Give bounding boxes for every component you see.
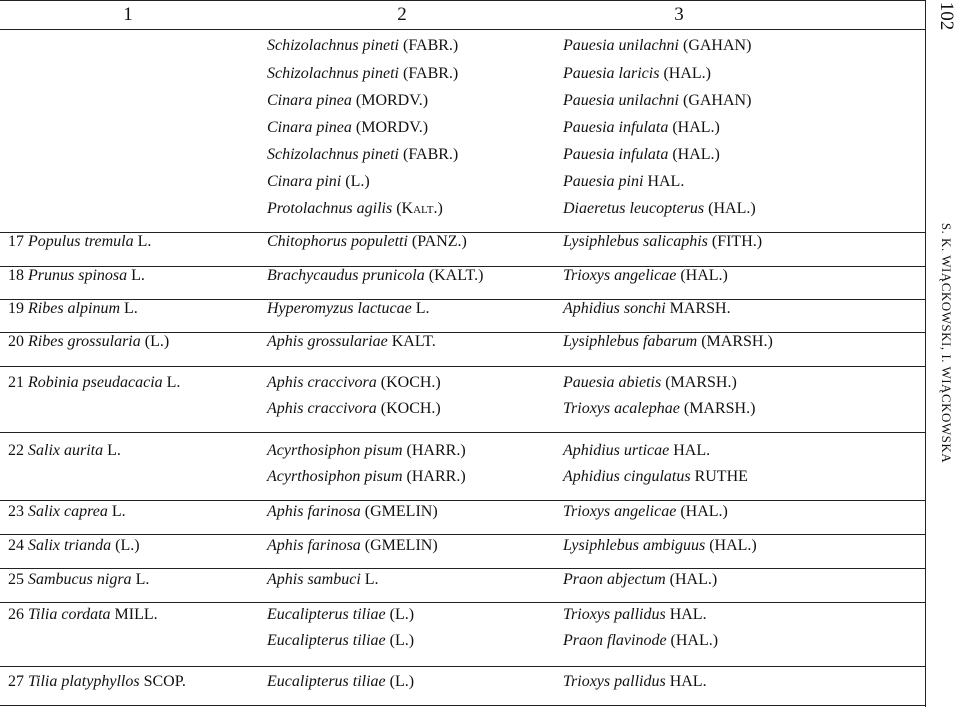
parasitoid-author: (HAL.) xyxy=(672,146,720,163)
aphid-cell xyxy=(267,264,483,288)
aphid-author: (KOCH.) xyxy=(380,374,441,391)
header-rule xyxy=(0,29,925,30)
table-row xyxy=(0,397,925,421)
parasitoid-cell xyxy=(563,568,717,592)
plant-name: Prunus spinosa xyxy=(28,267,128,284)
plant-author: L. xyxy=(135,571,150,588)
plant-author: MILL. xyxy=(114,606,158,623)
host-plant-cell xyxy=(8,439,121,463)
aphid-author: (FABR.) xyxy=(402,37,459,54)
aphid-cell xyxy=(267,568,379,592)
row-number: 23 xyxy=(8,503,24,520)
table-row xyxy=(0,116,925,140)
aphid-cell xyxy=(267,230,467,254)
aphid-cell xyxy=(267,500,438,524)
table-row xyxy=(0,143,925,167)
row-separator-rule xyxy=(0,299,925,300)
parasitoid-name: Trioxys pallidus xyxy=(563,606,666,623)
plant-name: Robinia pseudacacia xyxy=(28,374,163,391)
row-separator-rule xyxy=(0,568,925,569)
parasitoid-name: Diaeretus leucopterus xyxy=(563,200,705,217)
aphid-name: Schizolachnus pineti xyxy=(267,37,399,54)
row-separator-rule xyxy=(0,332,925,333)
aphid-author: (MORDV.) xyxy=(355,119,429,136)
aphid-cell xyxy=(267,62,458,86)
row-separator-rule xyxy=(0,666,925,667)
plant-name: Tilia cordata xyxy=(28,606,111,623)
parasitoid-name: Aphidius urticae xyxy=(563,442,670,459)
row-number: 24 xyxy=(8,537,24,554)
aphid-name: Aphis farinosa xyxy=(267,503,361,520)
aphid-cell xyxy=(267,143,458,167)
host-plant-cell xyxy=(8,230,151,254)
aphid-cell xyxy=(267,670,414,694)
aphid-name: Eucalipterus tiliae xyxy=(267,673,386,690)
aphid-author: (FABR.) xyxy=(402,65,459,82)
parasitoid-cell xyxy=(563,670,707,694)
row-number: 22 xyxy=(8,442,24,459)
aphid-cell xyxy=(267,439,466,463)
table-row xyxy=(0,62,925,86)
host-plant-cell xyxy=(8,264,145,288)
plant-name: Populus tremula xyxy=(28,233,134,250)
table-row xyxy=(0,34,925,58)
host-plant-cell xyxy=(8,603,158,627)
aphid-name: Cinara pinea xyxy=(267,119,352,136)
parasitoid-cell xyxy=(563,62,711,86)
parasitoid-name: Lysiphlebus salicaphis xyxy=(563,233,708,250)
table-row xyxy=(0,568,925,592)
parasitoid-cell xyxy=(563,170,684,194)
parasitoid-name: Praon abjectum xyxy=(563,571,666,588)
aphid-author: (HARR.) xyxy=(406,468,466,485)
table-row xyxy=(0,500,925,524)
parasitoid-author: (MARSH.) xyxy=(665,374,737,391)
table-row xyxy=(0,603,925,627)
column-header-1: 1 xyxy=(123,4,133,25)
parasitoid-name: Pauesia abietis xyxy=(563,374,662,391)
host-plant-cell xyxy=(8,297,138,321)
plant-name: Salix caprea xyxy=(28,503,108,520)
plant-author: (L.) xyxy=(144,333,170,350)
aphid-name: Hyperomyzus lactucae xyxy=(267,300,412,317)
plant-name: Ribes alpinum xyxy=(28,300,120,317)
row-separator-rule xyxy=(0,232,925,233)
host-plant-cell xyxy=(8,500,126,524)
parasitoid-author: MARSH. xyxy=(669,300,731,317)
aphid-author: (MORDV.) xyxy=(355,92,429,109)
running-head-authors: S. K. WIĄCKOWSKI, I. WIĄCKOWSKA xyxy=(939,222,954,464)
table-row xyxy=(0,230,925,254)
parasitoid-author: (HAL.) xyxy=(672,119,720,136)
parasitoid-author: (HAL.) xyxy=(663,65,711,82)
table-row xyxy=(0,465,925,489)
row-number: 25 xyxy=(8,571,24,588)
aphid-cell xyxy=(267,603,414,627)
aphid-name: Aphis farinosa xyxy=(267,537,361,554)
parasitoid-author: (HAL.) xyxy=(669,571,718,588)
aphid-author: (KOCH.) xyxy=(380,400,441,417)
parasitoid-cell xyxy=(563,439,710,463)
parasitoid-author: (GAHAN) xyxy=(682,92,752,109)
host-plant-cell xyxy=(8,534,140,558)
table-row xyxy=(0,439,925,463)
parasitoid-cell xyxy=(563,264,728,288)
aphid-author: (L.) xyxy=(389,673,415,690)
aphid-cell xyxy=(267,330,436,354)
aphid-name: Aphis craccivora xyxy=(267,374,377,391)
aphid-author: (Kalt.) xyxy=(396,200,443,217)
row-separator-rule xyxy=(0,432,925,433)
row-number: 27 xyxy=(8,673,24,690)
parasitoid-name: Pauesia pini xyxy=(563,173,644,190)
aphid-cell xyxy=(267,629,414,653)
aphid-author: (KALT.) xyxy=(428,267,484,284)
plant-author: L. xyxy=(166,374,181,391)
aphid-name: Brachycaudus prunicola xyxy=(267,267,425,284)
aphid-cell xyxy=(267,89,428,113)
table-row xyxy=(0,371,925,395)
parasitoid-name: Pauesia infulata xyxy=(563,119,669,136)
parasitoid-cell xyxy=(563,143,720,167)
table-row xyxy=(0,264,925,288)
parasitoid-name: Pauesia infulata xyxy=(563,146,669,163)
host-plant-cell xyxy=(8,330,169,354)
parasitoid-author: (HAL.) xyxy=(680,503,728,520)
aphid-author: (L.) xyxy=(345,173,370,190)
parasitoid-name: Aphidius sonchi xyxy=(563,300,666,317)
row-separator-rule xyxy=(0,602,925,603)
table-row xyxy=(0,297,925,321)
plant-author: (L.) xyxy=(115,537,140,554)
plant-name: Tilia platyphyllos xyxy=(28,673,140,690)
host-plant-cell xyxy=(8,371,180,395)
plant-name: Salix trianda xyxy=(28,537,112,554)
aphid-name: Cinara pinea xyxy=(267,92,352,109)
parasitoid-author: RUTHE xyxy=(694,468,748,485)
parasitoid-cell xyxy=(563,230,762,254)
aphid-name: Schizolachnus pineti xyxy=(267,146,399,163)
parasitoid-cell xyxy=(563,197,756,221)
parasitoid-cell xyxy=(563,500,728,524)
row-separator-rule xyxy=(0,266,925,267)
parasitoid-name: Pauesia unilachni xyxy=(563,92,679,109)
column-header-2: 2 xyxy=(397,4,407,25)
parasitoid-author: (FITH.) xyxy=(711,233,763,250)
aphid-author: (L.) xyxy=(389,632,415,649)
aphid-name: Eucalipterus tiliae xyxy=(267,606,386,623)
aphid-name: Chitophorus populetti xyxy=(267,233,408,250)
page-number: 102 xyxy=(936,1,957,31)
parasitoid-cell xyxy=(563,116,720,140)
plant-name: Sambucus nigra xyxy=(28,571,132,588)
table-top-rule xyxy=(0,0,925,1)
aphid-name: Cinara pini xyxy=(267,173,342,190)
row-number: 21 xyxy=(8,374,24,391)
aphid-cell xyxy=(267,197,443,221)
parasitoid-name: Lysiphlebus fabarum xyxy=(563,333,698,350)
row-number: 26 xyxy=(8,606,24,623)
parasitoid-cell xyxy=(563,629,718,653)
parasitoid-cell xyxy=(563,330,773,354)
row-number: 18 xyxy=(8,267,24,284)
parasitoid-name: Praon flavinode xyxy=(563,632,667,649)
aphid-cell xyxy=(267,534,438,558)
table-row xyxy=(0,629,925,653)
row-separator-rule xyxy=(0,366,925,367)
row-number: 19 xyxy=(8,300,24,317)
parasitoid-name: Aphidius cingulatus xyxy=(563,468,691,485)
aphid-name: Protolachnus agilis xyxy=(267,200,393,217)
aphid-author: (L.) xyxy=(389,606,415,623)
aphid-name: Acyrthosiphon pisum xyxy=(267,468,403,485)
plant-author: SCOP. xyxy=(143,673,186,690)
aphid-author: (HARR.) xyxy=(406,442,466,459)
aphid-cell xyxy=(267,116,428,140)
table-row xyxy=(0,330,925,354)
plant-name: Salix aurita xyxy=(28,442,104,459)
aphid-cell xyxy=(267,297,429,321)
row-separator-rule xyxy=(0,500,925,501)
aphid-cell xyxy=(267,34,458,58)
aphid-author: (PANZ.) xyxy=(411,233,467,250)
parasitoid-name: Trioxys acalephae xyxy=(563,400,680,417)
aphid-name: Schizolachnus pineti xyxy=(267,65,399,82)
plant-author: L. xyxy=(124,300,138,317)
row-separator-rule xyxy=(0,534,925,535)
table-right-rule xyxy=(925,0,926,707)
parasitoid-author: HAL. xyxy=(673,442,711,459)
aphid-cell xyxy=(267,397,441,421)
aphid-cell xyxy=(267,170,370,194)
table-row xyxy=(0,170,925,194)
parasitoid-author: (HAL.) xyxy=(680,267,728,284)
aphid-author: KALT. xyxy=(391,333,436,350)
parasitoid-author: HAL. xyxy=(647,173,685,190)
parasitoid-cell xyxy=(563,34,751,58)
aphid-name: Acyrthosiphon pisum xyxy=(267,442,403,459)
aphid-name: Aphis grossulariae xyxy=(267,333,388,350)
aphid-author: (GMELIN) xyxy=(364,537,438,554)
parasitoid-cell xyxy=(563,297,731,321)
parasitoid-name: Pauesia laricis xyxy=(563,65,660,82)
parasitoid-name: Trioxys angelicae xyxy=(563,267,677,284)
host-plant-cell xyxy=(8,568,149,592)
row-number: 17 xyxy=(8,233,24,250)
aphid-name: Aphis sambuci xyxy=(267,571,361,588)
parasitoid-cell xyxy=(563,534,757,558)
parasitoid-author: HAL. xyxy=(669,606,707,623)
parasitoid-author: (HAL.) xyxy=(709,537,757,554)
parasitoid-cell xyxy=(563,89,751,113)
plant-author: L. xyxy=(131,267,145,284)
parasitoid-author: (GAHAN) xyxy=(682,37,752,54)
row-number: 20 xyxy=(8,333,24,350)
aphid-cell xyxy=(267,371,441,395)
host-plant-cell xyxy=(8,670,186,694)
plant-author: L. xyxy=(137,233,152,250)
parasitoid-cell xyxy=(563,371,737,395)
plant-author: L. xyxy=(111,503,126,520)
table-row xyxy=(0,197,925,221)
aphid-name: Aphis craccivora xyxy=(267,400,377,417)
parasitoid-name: Trioxys pallidus xyxy=(563,673,666,690)
aphid-cell xyxy=(267,465,466,489)
row-separator-rule xyxy=(0,705,925,706)
plant-name: Ribes grossularia xyxy=(28,333,141,350)
parasitoid-author: (MARSH.) xyxy=(701,333,773,350)
parasitoid-cell xyxy=(563,603,707,627)
plant-author: L. xyxy=(107,442,121,459)
parasitoid-author: (MARSH.) xyxy=(683,400,756,417)
parasitoid-cell xyxy=(563,397,755,421)
table-row xyxy=(0,89,925,113)
aphid-author: L. xyxy=(364,571,379,588)
parasitoid-name: Trioxys angelicae xyxy=(563,503,677,520)
aphid-name: Eucalipterus tiliae xyxy=(267,632,386,649)
aphid-author: (FABR.) xyxy=(402,146,459,163)
column-header-3: 3 xyxy=(674,4,684,25)
aphid-author: (GMELIN) xyxy=(364,503,438,520)
table-row xyxy=(0,534,925,558)
aphid-author: L. xyxy=(415,300,430,317)
parasitoid-author: (HAL.) xyxy=(708,200,756,217)
parasitoid-name: Lysiphlebus ambiguus xyxy=(563,537,706,554)
parasitoid-author: (HAL.) xyxy=(670,632,719,649)
parasitoid-cell xyxy=(563,465,748,489)
parasitoid-author: HAL. xyxy=(669,673,707,690)
table-row xyxy=(0,670,925,694)
side-margin xyxy=(933,0,960,707)
parasitoid-name: Pauesia unilachni xyxy=(563,37,679,54)
